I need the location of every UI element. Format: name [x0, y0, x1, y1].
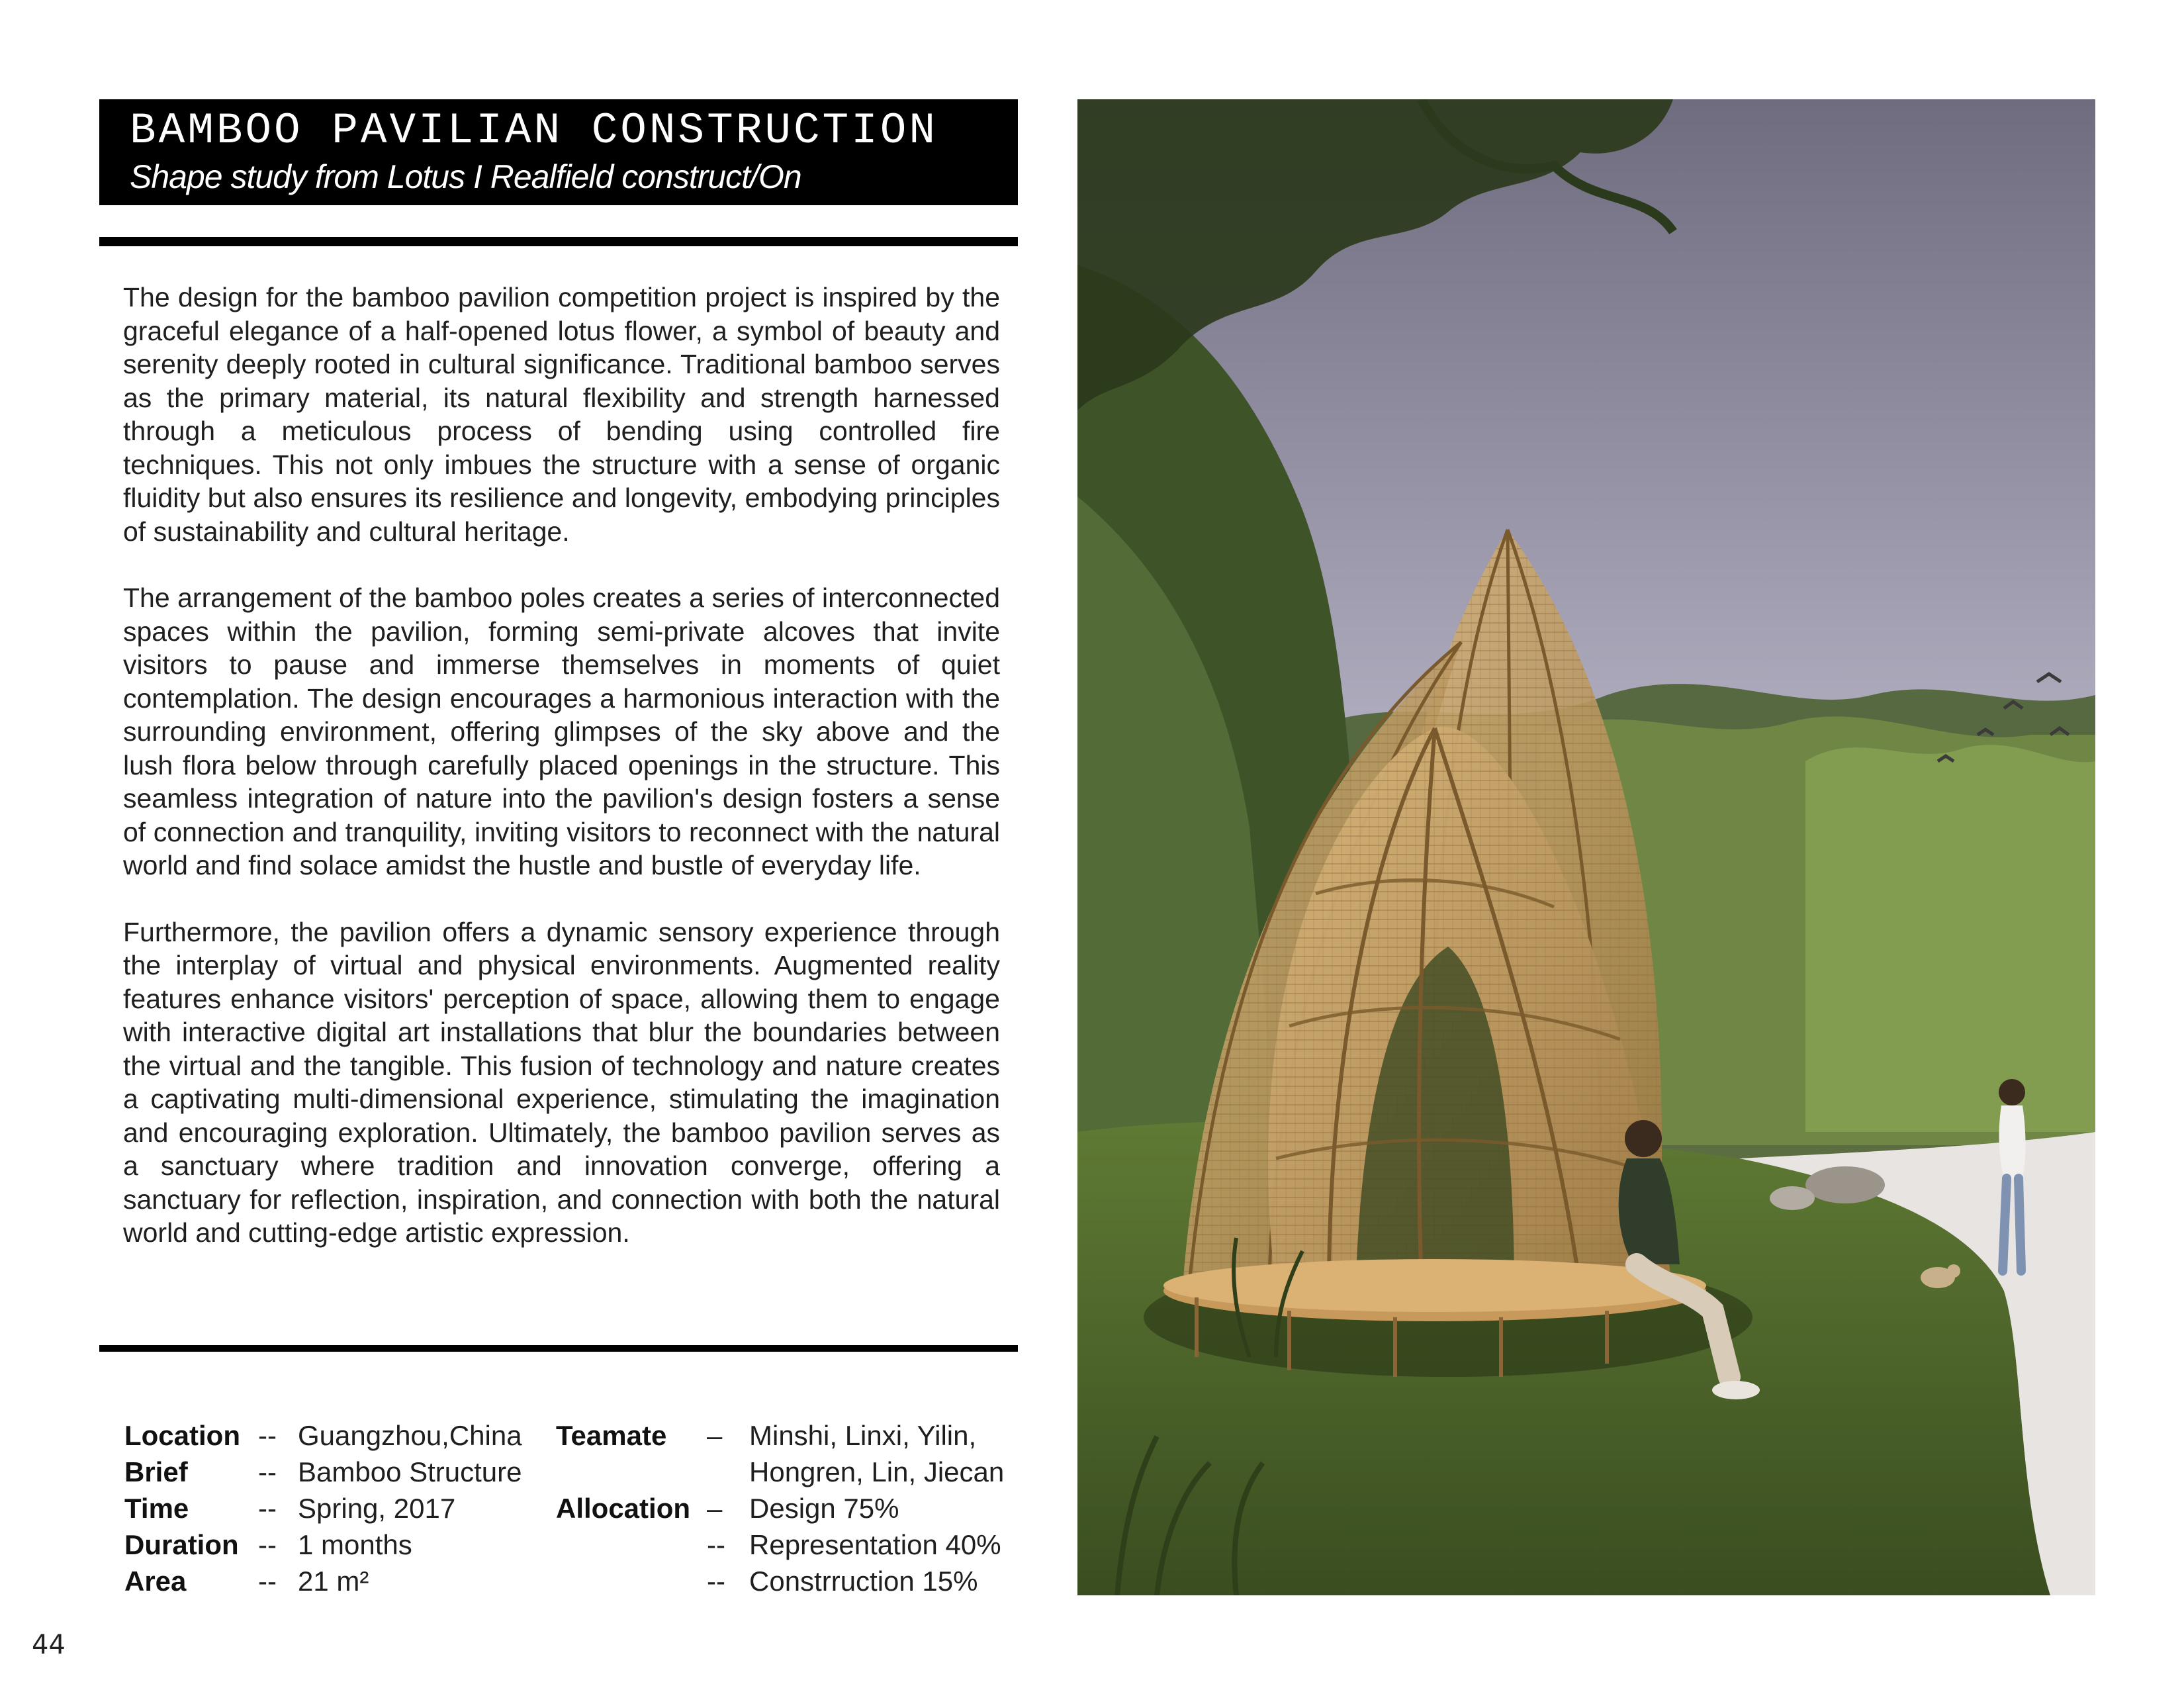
info-row: [124, 1417, 522, 1454]
info-value: Hongren, Lin, Jiecan: [749, 1456, 1005, 1487]
info-left: [124, 1417, 522, 1599]
page-subtitle: Shape study from Lotus I Realfield construct/On: [130, 158, 801, 195]
title-block: [99, 99, 1018, 205]
info-label: Area: [124, 1566, 187, 1597]
info-value: Spring, 2017: [298, 1493, 456, 1524]
info-sep: --: [258, 1529, 277, 1560]
info-sep: --: [707, 1566, 725, 1597]
paragraph-3: Furthermore, the pavilion offers a dynamic sensory experience through the interplay of virtual and physical environments. Augmented reality features enhance visitors' perception of space, allowing them to engage with interactive digital art installations that blur the boundaries between the virtual and the tangible. This fusion of technology and nature creates a captivating multi-dimensional experience, stimulating the imagination and encouraging exploration. Ultimately, the bamboo pavilion serves as a sanctuary where tradition and innovation converge, offering a sanctuary for reflection, inspiration, and connection with both the natural world and cutting-edge artistic expression.: [123, 916, 1000, 1248]
info-value: Minshi, Linxi, Yilin,: [749, 1420, 977, 1451]
info-row: [556, 1526, 1004, 1563]
info-row: [124, 1490, 522, 1526]
info-label: Teamate: [556, 1420, 667, 1451]
info-label: [556, 1526, 707, 1563]
info-value: 21 m²: [298, 1566, 369, 1597]
info-value: 1 months: [298, 1529, 412, 1560]
info-sep: –: [707, 1420, 723, 1451]
info-sep: --: [258, 1493, 277, 1524]
info-label: Location: [124, 1420, 240, 1451]
info-label: Time: [124, 1493, 189, 1524]
page-number: 44: [32, 1630, 66, 1660]
info-label: [556, 1454, 707, 1490]
info-label: [556, 1563, 707, 1599]
info-label: Duration: [124, 1529, 239, 1560]
info-value: Design 75%: [749, 1493, 899, 1524]
info-row: [556, 1490, 1004, 1526]
info-sep: --: [707, 1529, 725, 1560]
top-divider: [99, 237, 1018, 246]
info-row: [124, 1526, 522, 1563]
info-sep: --: [258, 1420, 277, 1451]
info-sep: [707, 1454, 749, 1490]
info-row: [124, 1563, 522, 1599]
pavilion-rendering: [1077, 99, 2095, 1595]
pavilion-illustration: [1077, 99, 2095, 1595]
info-right: [556, 1417, 1004, 1599]
info-sep: --: [258, 1566, 277, 1597]
info-label: Brief: [124, 1456, 188, 1487]
description: [123, 281, 1000, 1283]
info-value: Bamboo Structure: [298, 1456, 522, 1487]
paragraph-1: The design for the bamboo pavilion competition project is inspired by the graceful elegance of a half-opened lotus flower, a symbol of beauty and serenity deeply rooted in cultural significance. Traditional bamboo serves as the primary material, its natural flexibility and strength harnessed through a meticulous process of bending using controlled fire techniques. This not only imbues the structure with a sense of organic fluidity but also ensures its resilience and longevity, embodying principles of sustainability and cultural heritage.: [123, 282, 1000, 547]
info-row: [556, 1563, 1004, 1599]
info-sep: --: [258, 1456, 277, 1487]
info-sep: –: [707, 1493, 723, 1524]
info-value: Constrruction 15%: [749, 1566, 978, 1597]
info-row: [556, 1454, 1004, 1490]
paragraph-2: The arrangement of the bamboo poles creates a series of interconnected spaces within the pavilion, forming semi-private alcoves that invite visitors to pause and immerse themselves in moments of quiet contemplation. The design encourages a harmonious interaction with the surrounding environment, offering glimpses of the sky above and the lush flora below through carefully placed openings in the structure. This seamless integration of nature into the pavilion's design fosters a sense of connection and tranquility, inviting visitors to reconnect with the natural world and find solace amidst the hustle and bustle of everyday life.: [123, 583, 1000, 880]
info-value: Representation 40%: [749, 1529, 1001, 1560]
page-title: BAMBOO PAVILIAN CONSTRUCTION: [130, 106, 938, 156]
info-row: [124, 1454, 522, 1490]
info-label: Allocation: [556, 1493, 691, 1524]
bottom-divider: [99, 1345, 1018, 1352]
info-value: Guangzhou,China: [298, 1420, 522, 1451]
info-row: [556, 1417, 1004, 1454]
